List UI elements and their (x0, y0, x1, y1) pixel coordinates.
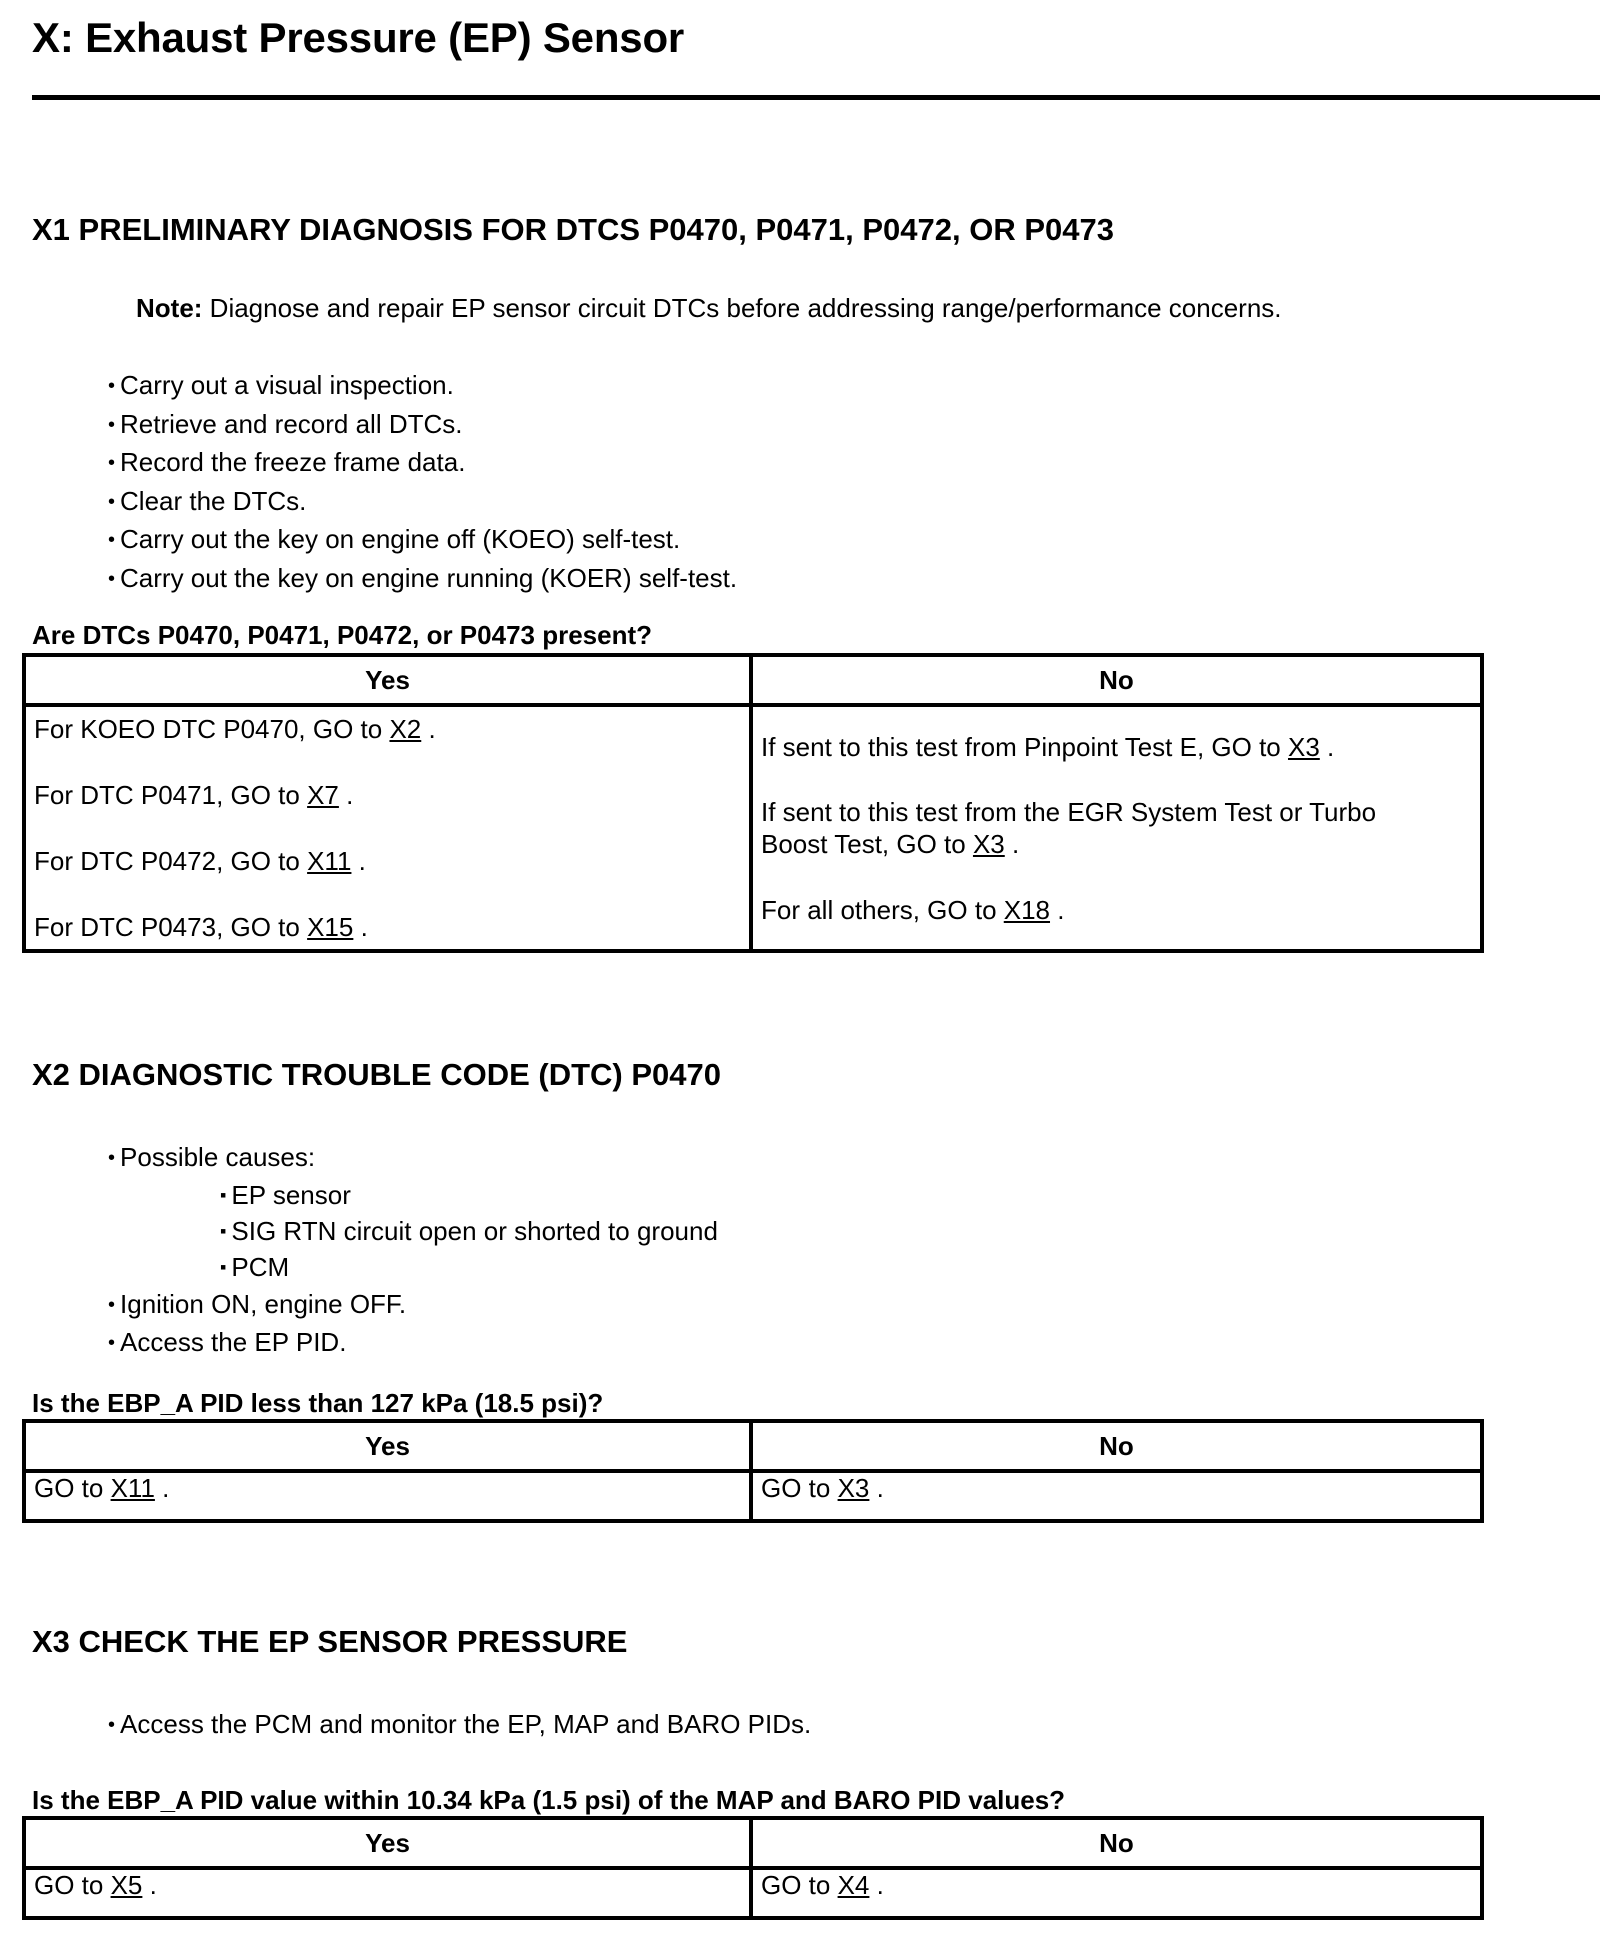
list-item: • Retrieve and record all DTCs. (108, 407, 737, 446)
x3-question: Is the EBP_A PID value within 10.34 kPa (1.5 psi) of the MAP and BARO PID values? (32, 1785, 1066, 1815)
yes-header: Yes (24, 1421, 751, 1471)
goto-x3-link[interactable]: X3 (837, 1473, 870, 1503)
goto-x5-link[interactable]: X5 (110, 1870, 143, 1900)
goto-x7-link[interactable]: X7 (307, 780, 339, 810)
no-header: No (751, 655, 1482, 705)
page-title: X: Exhaust Pressure (EP) Sensor (32, 14, 685, 61)
section-x2-title: X2 DIAGNOSTIC TROUBLE CODE (DTC) P0470 (32, 1057, 721, 1092)
goto-x3-link[interactable]: X3 (1287, 732, 1320, 762)
goto-x2-link[interactable]: X2 (389, 714, 422, 744)
yes-answer: For DTC P0472, GO to X11 . (34, 846, 366, 876)
list-item: • Access the PCM and monitor the EP, MAP and BARO PIDs. (108, 1707, 811, 1746)
list-item: • Record the freeze frame data. (108, 445, 737, 484)
no-answer: If sent to this test from Pinpoint Test E, GO to X3 . (761, 732, 1335, 762)
cause-item: ▪ SIG RTN circuit open or shorted to ground (220, 1215, 718, 1251)
yes-answer: For DTC P0471, GO to X7 . (34, 780, 354, 810)
no-header: No (751, 1818, 1482, 1868)
x1-question: Are DTCs P0470, P0471, P0472, or P0473 present? (32, 620, 653, 650)
list-item: • Carry out the key on engine running (KOER) self-test. (108, 561, 737, 600)
title-divider (32, 95, 1600, 100)
x3-yes-cell: GO to X5 . (24, 1868, 751, 1918)
goto-x11-link[interactable]: X11 (110, 1473, 155, 1503)
x2-step-list (108, 1140, 718, 1364)
section-x1-title: X1 PRELIMINARY DIAGNOSIS FOR DTCS P0470, P0471, P0472, OR P0473 (32, 212, 1114, 247)
x3-decision-table (22, 1816, 1484, 1920)
x1-no-cell (751, 705, 1482, 951)
goto-x18-link[interactable]: X18 (1003, 895, 1051, 925)
section-x3-title: X3 CHECK THE EP SENSOR PRESSURE (32, 1624, 628, 1659)
cause-item: ▪ PCM (220, 1251, 718, 1287)
x2-question: Is the EBP_A PID less than 127 kPa (18.5 psi)? (32, 1388, 604, 1418)
no-answer: For all others, GO to X18 . (761, 895, 1065, 925)
x1-note (136, 293, 1282, 324)
list-item: • Carry out a visual inspection. (108, 368, 737, 407)
x1-yes-cell (24, 705, 751, 951)
yes-answer: For KOEO DTC P0470, GO to X2 . (34, 714, 436, 744)
causes-list (108, 1179, 718, 1287)
x1-step-list (108, 368, 737, 599)
goto-x15-link[interactable]: X15 (307, 912, 354, 942)
note-text: Diagnose and repair EP sensor circuit DTCs before addressing range/performance concerns. (202, 293, 1282, 323)
x3-no-cell: GO to X4 . (751, 1868, 1482, 1918)
x3-step-list (108, 1707, 811, 1746)
x2-yes-cell: GO to X11 . (24, 1471, 751, 1521)
goto-x11-link[interactable]: X11 (307, 846, 352, 876)
list-item: • Carry out the key on engine off (KOEO) self-test. (108, 522, 737, 561)
yes-answer: For DTC P0473, GO to X15 . (34, 912, 368, 942)
yes-header: Yes (24, 1818, 751, 1868)
no-header: No (751, 1421, 1482, 1471)
no-answer: Boost Test, GO to X3 . (761, 829, 1020, 859)
list-item: • Possible causes: ▪ EP sensor ▪ SIG RTN circuit open or shorted to ground ▪ PCM (108, 1140, 718, 1287)
no-answer: If sent to this test from the EGR System Test or Turbo (761, 797, 1377, 827)
cause-item: ▪ EP sensor (220, 1179, 718, 1215)
goto-x4-link[interactable]: X4 (837, 1870, 870, 1900)
list-item: • Ignition ON, engine OFF. (108, 1287, 718, 1326)
list-item: • Clear the DTCs. (108, 484, 737, 523)
note-label: Note: (136, 293, 203, 323)
goto-x3-link[interactable]: X3 (972, 829, 1005, 859)
x2-decision-table (22, 1419, 1484, 1523)
x1-decision-table (22, 653, 1484, 953)
yes-header: Yes (24, 655, 751, 705)
x2-no-cell: GO to X3 . (751, 1471, 1482, 1521)
list-item: • Access the EP PID. (108, 1325, 718, 1364)
